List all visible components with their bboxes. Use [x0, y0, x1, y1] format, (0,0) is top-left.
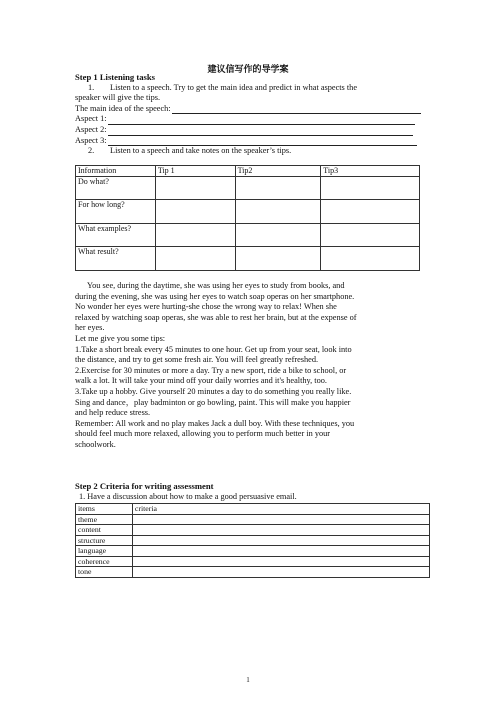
- document-title: 建议信写作的导学案: [207, 65, 289, 75]
- table-cell[interactable]: [132, 556, 429, 567]
- speech-line: walk a lot. It will take your mind off your daily worries and it's healthy, too.: [75, 376, 327, 386]
- speech-line: schoolwork.: [75, 439, 116, 449]
- aspect1-label: Aspect 1:: [75, 114, 107, 124]
- aspect3-label: Aspect 3:: [75, 135, 107, 145]
- item-number: 1.: [88, 82, 95, 92]
- speech-line: Let me give you some tips:: [75, 333, 166, 343]
- speech-text: [75, 281, 423, 451]
- aspect1-blank[interactable]: [108, 116, 415, 125]
- table-header-cell: Information: [76, 166, 156, 177]
- speech-line: during the evening, she was using her eyes to watch soap operas on her smartphone.: [75, 291, 355, 301]
- table-cell[interactable]: [132, 546, 429, 557]
- item-text: Listen to a speech. Try to get the main idea and predict in what aspects the: [110, 82, 357, 92]
- table-header-row: [76, 504, 430, 515]
- row-label: For how long?: [76, 200, 156, 224]
- main-idea-blank[interactable]: [172, 105, 421, 114]
- table-cell[interactable]: [132, 535, 429, 546]
- step2-item1: 1. Have a discussion about how to make a good persuasive email.: [79, 491, 297, 501]
- table-cell[interactable]: [321, 247, 420, 271]
- row-label: coherence: [76, 556, 133, 567]
- table-cell[interactable]: [155, 224, 235, 247]
- table-cell[interactable]: [235, 247, 321, 271]
- table-cell[interactable]: [132, 525, 429, 536]
- table-row: [76, 514, 430, 525]
- speech-line: Remember: All work and no play makes Jack a dull boy. With these techniques, you: [75, 418, 355, 428]
- notes-table-wrap: [75, 165, 420, 271]
- item-text: Listen to a speech and take notes on the speaker’s tips.: [110, 146, 292, 156]
- aspect1-row: [75, 114, 415, 125]
- table-row: [76, 224, 420, 247]
- table-header-cell: Tip2: [235, 166, 321, 177]
- row-label: content: [76, 525, 133, 536]
- main-idea-label: The main idea of the speech:: [75, 103, 171, 113]
- item-number: 2.: [88, 146, 95, 156]
- row-label: tone: [76, 567, 133, 578]
- aspect2-label: Aspect 2:: [75, 124, 107, 134]
- main-idea-row: [75, 104, 421, 115]
- table-header-cell: Tip3: [321, 166, 420, 177]
- aspect3-blank[interactable]: [108, 137, 417, 146]
- speech-line: relaxed by watching soap operas, she was able to rest her brain, but at the expense of: [75, 312, 357, 322]
- table-row: [76, 567, 430, 578]
- table-cell[interactable]: [132, 567, 429, 578]
- step1-item1: [75, 83, 421, 94]
- criteria-table-wrap: [75, 503, 430, 578]
- table-header-cell: items: [76, 504, 133, 515]
- row-label: structure: [76, 535, 133, 546]
- speech-line: should feel much more relaxed, allowing you to perform much better in your: [75, 429, 331, 439]
- item-text-continued: speaker will give the tips.: [75, 93, 161, 103]
- table-header-cell: Tip 1: [155, 166, 235, 177]
- table-cell[interactable]: [235, 224, 321, 247]
- table-row: [76, 525, 430, 536]
- speech-line: 1.Take a short break every 45 minutes to one hour. Get up from your seat, look into: [75, 344, 352, 354]
- step1-item2: [75, 146, 421, 157]
- step1-heading: Step 1 Listening tasks: [75, 72, 155, 82]
- aspect2-row: [75, 125, 413, 136]
- table-cell[interactable]: [321, 177, 420, 200]
- step1-section: [75, 72, 421, 157]
- row-label: theme: [76, 514, 133, 525]
- speech-line: No wonder her eyes were hurting-she chose the wrong way to relax! When she: [75, 302, 337, 312]
- table-cell[interactable]: [132, 514, 429, 525]
- speech-line: Sing and dance，play badminton or go bowling, paint. This will make you happier: [75, 397, 351, 407]
- table-row: [76, 200, 420, 224]
- speech-line: her eyes.: [75, 323, 105, 333]
- aspect3-row: [75, 136, 417, 147]
- speech-line: You see, during the daytime, she was using her eyes to study from books, and: [87, 281, 345, 290]
- criteria-table: [75, 503, 430, 578]
- speech-line: the distance, and try to get some fresh air. You will feel greatly refreshed.: [75, 355, 319, 365]
- table-row: [76, 177, 420, 200]
- table-header-row: [76, 166, 420, 177]
- table-row: [76, 247, 420, 271]
- speech-line: and help reduce stress.: [75, 408, 151, 418]
- table-cell[interactable]: [321, 200, 420, 224]
- step2-section: [75, 481, 421, 502]
- table-header-cell: criteria: [132, 504, 429, 515]
- speech-line: 3.Take up a hobby. Give yourself 20 minutes a day to do something you really like.: [75, 386, 352, 396]
- table-cell[interactable]: [155, 177, 235, 200]
- row-label: Do what?: [76, 177, 156, 200]
- notes-table: [75, 165, 420, 271]
- step2-heading: Step 2 Criteria for writing assessment: [75, 481, 214, 491]
- table-cell[interactable]: [155, 200, 235, 224]
- page-number: 1: [246, 676, 250, 684]
- table-cell[interactable]: [321, 224, 420, 247]
- table-cell[interactable]: [155, 247, 235, 271]
- table-row: [76, 546, 430, 557]
- row-label: What examples?: [76, 224, 156, 247]
- row-label: What result?: [76, 247, 156, 271]
- row-label: language: [76, 546, 133, 557]
- aspect2-blank[interactable]: [108, 127, 413, 136]
- table-row: [76, 535, 430, 546]
- speech-line: 2.Exercise for 30 minutes or more a day. Try a new sport, ride a bike to school, or: [75, 365, 347, 375]
- table-cell[interactable]: [235, 177, 321, 200]
- table-row: [76, 556, 430, 567]
- table-cell[interactable]: [235, 200, 321, 224]
